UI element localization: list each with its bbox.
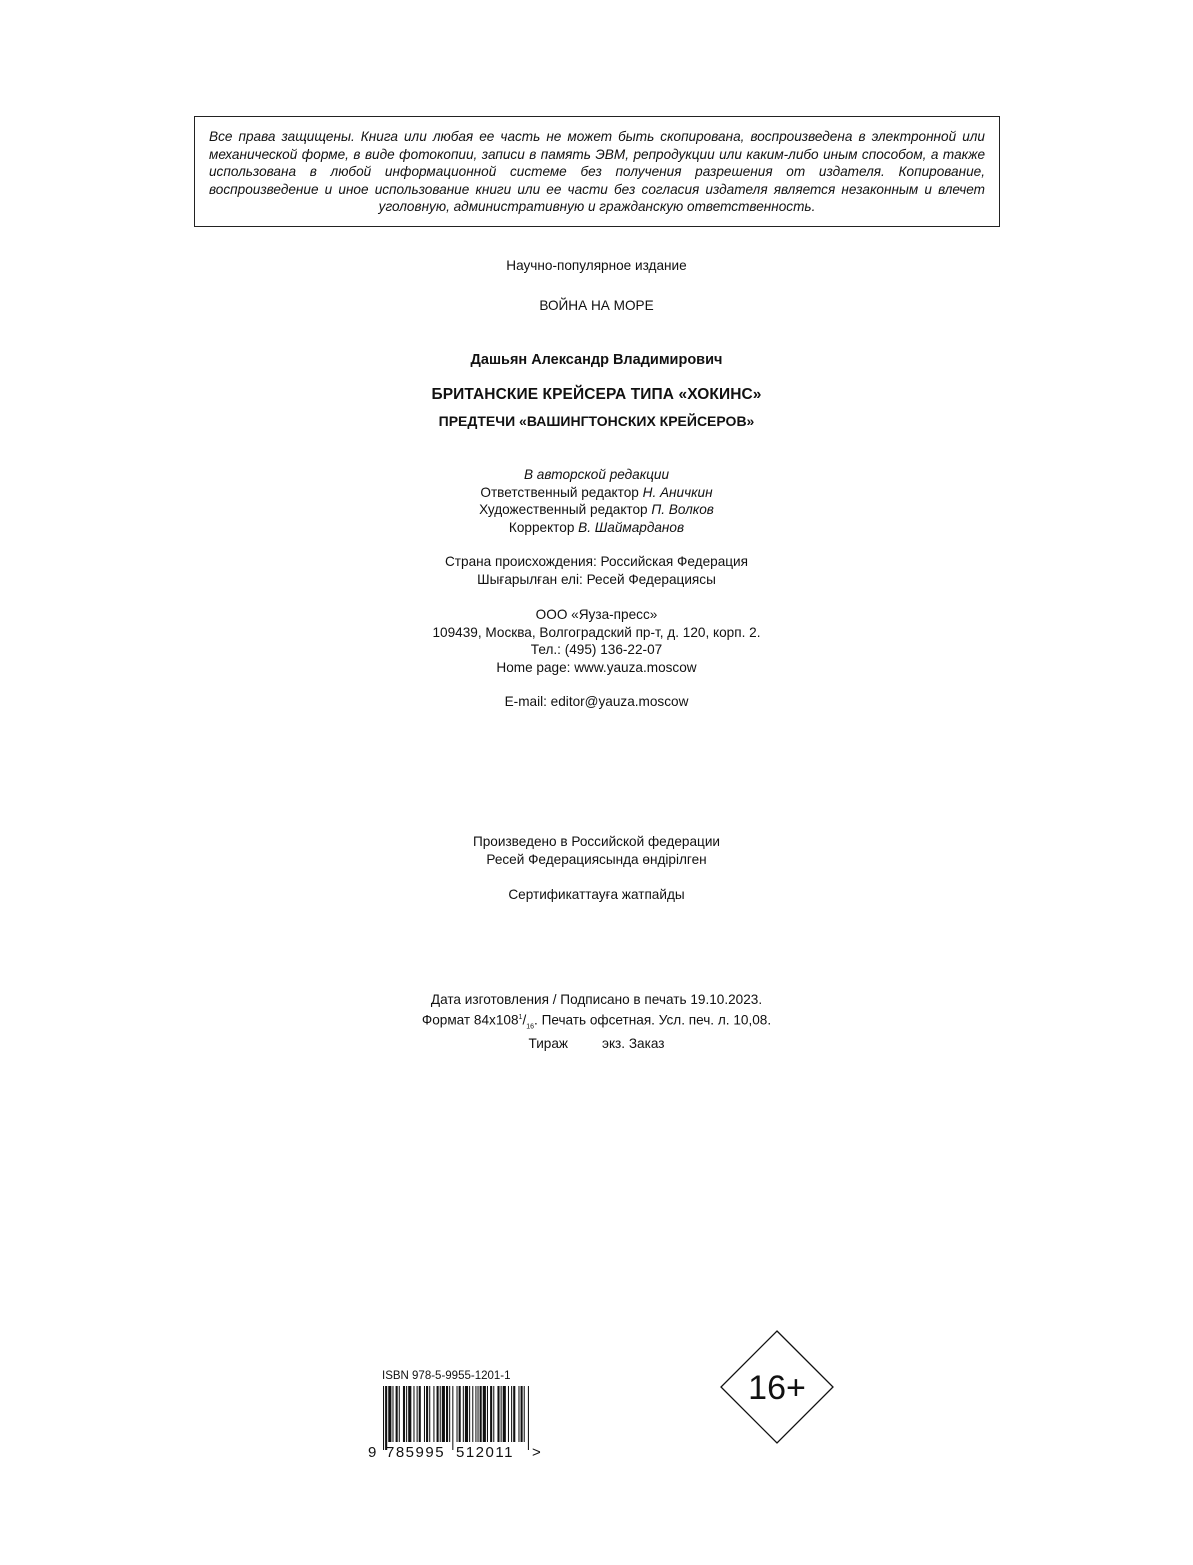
barcode-bar: [497, 1386, 499, 1442]
barcode-bar: [469, 1386, 470, 1442]
barcode-bar: [396, 1386, 398, 1442]
barcode-bar: [413, 1386, 414, 1442]
barcode-bar: [490, 1386, 492, 1442]
barcode-bar: [472, 1386, 473, 1442]
author-edition: В авторской редакции: [523, 467, 670, 482]
barcode-bar: [403, 1386, 405, 1442]
barcode-bar: [426, 1386, 428, 1442]
production-kz: Ресей Федерациясында өндірілген: [486, 851, 707, 867]
barcode-bar: [446, 1386, 448, 1442]
production-block: [0, 833, 1193, 868]
certification-note: Сертификаттауға жатпайды: [508, 887, 685, 902]
barcode-bar: [440, 1386, 441, 1442]
barcode-bar: [508, 1386, 509, 1442]
credits-block: [0, 466, 1193, 536]
author-name: Дашьян Александр Владимирович: [470, 352, 723, 368]
production-ru: Произведено в Российской федерации: [472, 834, 721, 849]
barcode-bar: [480, 1386, 482, 1442]
barcode-bar: [459, 1386, 461, 1442]
barcode-bar: [483, 1386, 486, 1442]
barcode-bar: [528, 1386, 529, 1450]
barcode-bar: [392, 1386, 393, 1442]
publisher-name: ООО «Яуза-пресс»: [535, 607, 658, 622]
origin-kz: Шығарылған елі: Ресей Федерациясы: [477, 571, 716, 587]
barcode-bar: [501, 1386, 502, 1442]
barcode-digit-first: 9: [368, 1444, 377, 1460]
barcode-bar: [457, 1386, 458, 1442]
print-date: Дата изготовления / Подписано в печать 19.10.2023.: [430, 992, 763, 1007]
book-title: БРИТАНСКИЕ КРЕЙСЕРА ТИПА «ХОКИНС»: [431, 386, 762, 403]
publisher-phone: Тел.: (495) 136-22-07: [530, 642, 663, 657]
series-name: ВОЙНА НА МОРЕ: [539, 298, 654, 313]
age-rating-badge: [720, 1330, 834, 1449]
barcode-bar: [408, 1386, 411, 1442]
publisher-email: E-mail: editor@yauza.moscow: [504, 694, 689, 709]
print-run: Тираж экз. Заказ: [528, 1036, 665, 1052]
origin-block: [0, 553, 1193, 588]
barcode-bar: [518, 1386, 519, 1442]
publisher-block: [0, 606, 1193, 676]
copyright-notice: [194, 116, 1000, 227]
print-block: [0, 991, 1193, 1053]
barcode-bar: [449, 1386, 450, 1442]
barcode-bar: [503, 1386, 506, 1442]
print-format: Формат $84x108^1/_{16}$. Печать офсетная. Усл. печ. л. 10,08.: [421, 1012, 772, 1030]
barcode-bar: [385, 1386, 387, 1450]
barcode-digits-right: 512011: [456, 1444, 514, 1460]
barcode-bar: [406, 1386, 407, 1442]
publisher-homepage: Home page: www.yauza.moscow: [496, 659, 697, 675]
barcode-bar: [442, 1386, 445, 1442]
barcode-bar: [524, 1386, 525, 1442]
origin-ru: Страна происхождения: Российская Федерация: [444, 554, 749, 569]
barcode-bar: [493, 1386, 494, 1442]
barcode-bar: [437, 1386, 439, 1442]
barcode-digits-left: 785995: [386, 1444, 446, 1460]
barcode-bar: [383, 1386, 384, 1450]
corrector: Корректор В. Шаймарданов: [508, 519, 685, 535]
barcode-bar: [465, 1386, 468, 1442]
barcode-bar: [463, 1386, 464, 1442]
barcode-bar: [424, 1386, 425, 1442]
barcode-bar: [388, 1386, 391, 1442]
barcode-bar: [399, 1386, 400, 1442]
copyright-text: Все права защищены. Книга или любая ее часть не может быть скопирована, воспроизведена в электронной или механической форме, в виде фотокопии, записи в память ЭВМ, репродукции или каким-либо иным способом, а также использована в любой информационной системе без получения разрешения от издателя. Копирование, воспроизведение и иное использование книги или ее части без согласия издателя является незаконным и влечет уголовную, административную и гражданскую ответственность.: [209, 129, 985, 215]
responsible-editor: Ответственный редактор Н. Аничкин: [480, 484, 713, 500]
age-rating-text: 16+: [748, 1369, 806, 1407]
art-editor: Художественный редактор П. Волков: [479, 502, 714, 517]
barcode-bar: [478, 1386, 479, 1442]
barcode-bar: [417, 1386, 418, 1442]
isbn-label: ISBN 978-5-9955-1201-1: [382, 1370, 511, 1382]
publisher-address: 109439, Москва, Волгоградский пр-т, д. 120, корп. 2.: [432, 624, 761, 640]
barcode-bar: [429, 1386, 430, 1442]
barcode-bar: [513, 1386, 515, 1442]
book-subtitle: ПРЕДТЕЧИ «ВАШИНГТОНСКИХ КРЕЙСЕРОВ»: [438, 413, 755, 429]
barcode-bar: [475, 1386, 476, 1442]
barcode-icon: [366, 1386, 546, 1460]
edition-type: Научно-популярное издание: [506, 258, 687, 273]
isbn-barcode: [366, 1370, 546, 1460]
barcode-bar: [433, 1386, 434, 1442]
barcode-bar: [452, 1386, 453, 1450]
age-rating-diamond-icon: [720, 1330, 834, 1444]
barcode-bar: [511, 1386, 512, 1442]
barcode-bar: [521, 1386, 523, 1442]
barcode-bar: [487, 1386, 488, 1442]
barcode-arrow: >: [532, 1444, 541, 1460]
barcode-bar: [419, 1386, 421, 1442]
